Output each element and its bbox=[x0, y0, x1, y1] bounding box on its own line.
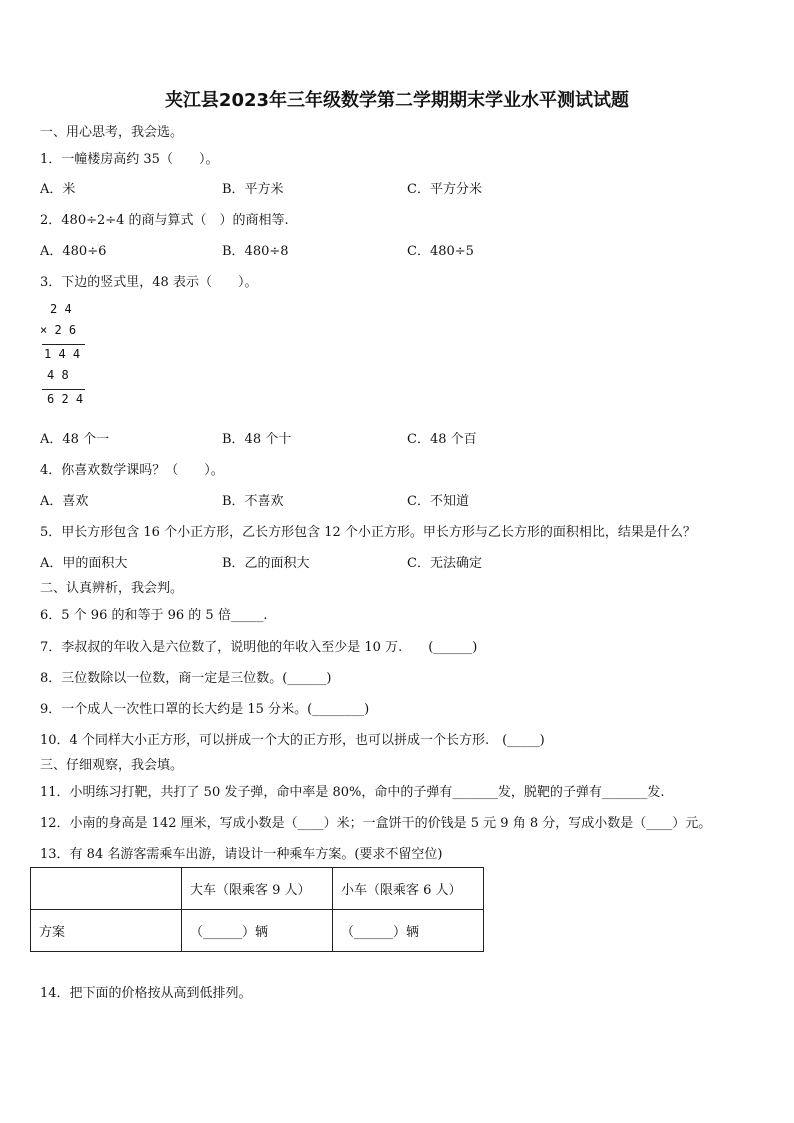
q3-option-c: C．48 个百 bbox=[407, 432, 477, 447]
q1-option-c: C．平方分米 bbox=[407, 182, 482, 197]
header-big-bus: 大车（限乘客 9 人） bbox=[182, 868, 333, 910]
question-1: 1．一幢楼房高约 35（ ）。 bbox=[40, 152, 219, 167]
calc-line-3: 1 4 4 bbox=[44, 347, 81, 361]
question-14: 14．把下面的价格按从高到低排列。 bbox=[40, 986, 252, 1001]
q2-option-c: C．480÷5 bbox=[407, 244, 474, 259]
q5-option-a: A．甲的面积大 bbox=[40, 556, 128, 571]
table-row bbox=[31, 910, 484, 952]
calc-line-5: 6 2 4 bbox=[47, 392, 84, 406]
page-title: 夹江县2023年三年级数学第二学期期末学业水平测试试题 bbox=[164, 90, 630, 111]
table-corner-cell bbox=[31, 868, 182, 910]
section-heading-1: 一、用心思考，我会选。 bbox=[40, 125, 184, 140]
calc-line-4: 4 8 bbox=[47, 368, 69, 382]
section-heading-2: 二、认真辨析，我会判。 bbox=[40, 581, 184, 596]
question-5: 5．甲长方形包含 16 个小正方形，乙长方形包含 12 个小正方形。甲长方形与乙长方形的面积相比，结果是什么？ bbox=[40, 525, 696, 540]
header-small-bus: 小车（限乘客 6 人） bbox=[333, 868, 484, 910]
question-3: 3．下边的竖式里，48 表示（ ）。 bbox=[40, 275, 258, 290]
question-4: 4．你喜欢数学课吗？（ ）。 bbox=[40, 463, 224, 478]
q4-option-a: A．喜欢 bbox=[40, 494, 89, 509]
calc-line-1: 2 4 bbox=[50, 302, 72, 316]
small-bus-count-cell: （______）辆 bbox=[333, 910, 484, 952]
q5-option-c: C．无法确定 bbox=[407, 556, 482, 571]
calc-line-2: × 2 6 bbox=[40, 323, 77, 337]
calc-rule-2 bbox=[42, 389, 85, 390]
q2-option-b: B．480÷8 bbox=[222, 244, 289, 259]
calc-rule-1 bbox=[42, 344, 85, 345]
q1-option-b: B．平方米 bbox=[222, 182, 284, 197]
q4-option-c: C．不知道 bbox=[407, 494, 469, 509]
question-9: 9．一个成人一次性口罩的长大约是 15 分米。(________) bbox=[40, 702, 370, 717]
section-heading-3: 三、仔细观察，我会填。 bbox=[40, 758, 184, 773]
question-8: 8．三位数除以一位数，商一定是三位数。(______) bbox=[40, 671, 332, 686]
table-row bbox=[31, 868, 484, 910]
question-6: 6．5 个 96 的和等于 96 的 5 倍_____. bbox=[40, 608, 268, 623]
question-12: 12．小南的身高是 142 厘米，写成小数是（____）米；一盒饼干的价钱是 5 元 9 角 8 分，写成小数是（____）元。 bbox=[40, 816, 712, 831]
question-7: 7．李叔叔的年收入是六位数了，说明他的年收入至少是 10 万. (______) bbox=[40, 640, 478, 655]
q3-option-a: A．48 个一 bbox=[40, 432, 110, 447]
bus-plan-table bbox=[30, 867, 484, 952]
big-bus-count-cell: （______）辆 bbox=[182, 910, 333, 952]
q2-option-a: A．480÷6 bbox=[40, 244, 107, 259]
question-2: 2．480÷2÷4 的商与算式（ ）的商相等. bbox=[40, 213, 289, 228]
question-11: 11．小明练习打靶，共打了 50 发子弹，命中率是 80%，命中的子弹有_______发，脱靶的子弹有_______发. bbox=[40, 785, 665, 800]
row-label-plan: 方案 bbox=[31, 910, 182, 952]
question-13: 13．有 84 名游客需乘车出游，请设计一种乘车方案。(要求不留空位) bbox=[40, 847, 443, 862]
q1-option-a: A．米 bbox=[40, 182, 76, 197]
q3-option-b: B．48 个十 bbox=[222, 432, 292, 447]
question-10: 10．4 个同样大小正方形，可以拼成一个大的正方形，也可以拼成一个长方形. (_____) bbox=[40, 733, 545, 748]
q4-option-b: B．不喜欢 bbox=[222, 494, 284, 509]
q5-option-b: B．乙的面积大 bbox=[222, 556, 310, 571]
